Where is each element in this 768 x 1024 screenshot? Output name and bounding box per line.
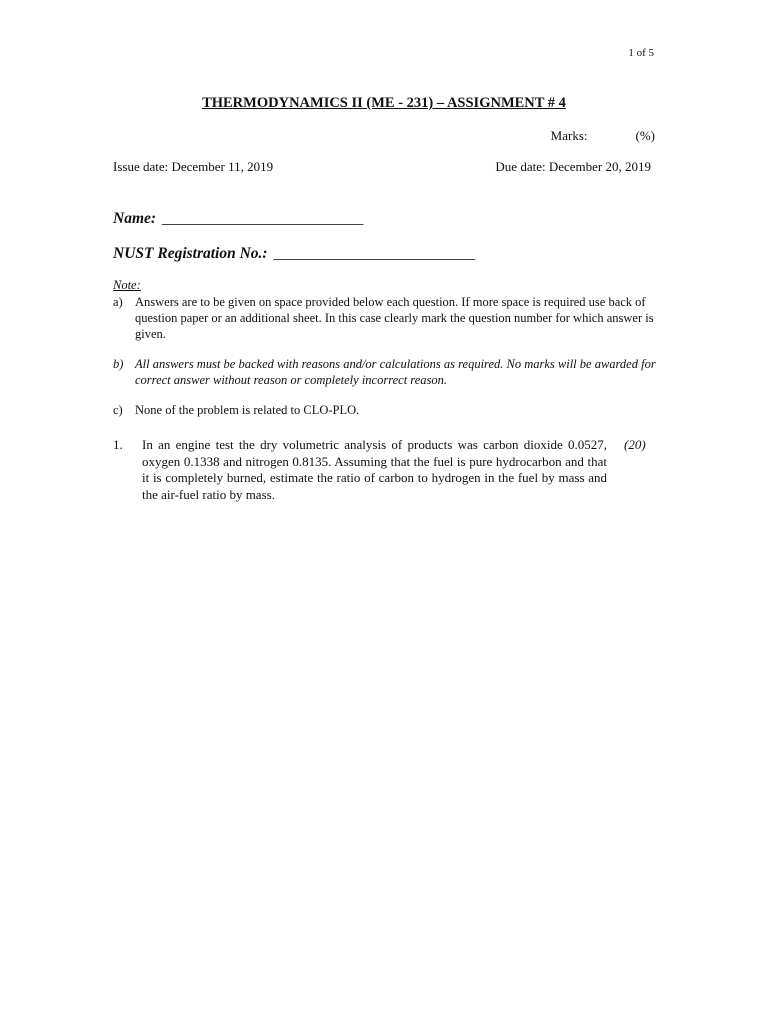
marks-row: [551, 128, 655, 144]
note-text: None of the problem is related to CLO-PLO.: [135, 403, 360, 417]
marks-label: Marks:: [550, 128, 588, 143]
note-item: [113, 402, 658, 418]
question-1: [113, 437, 658, 503]
nust-registration-label: NUST Registration No.:: [113, 245, 268, 262]
note-marker: c): [113, 403, 123, 417]
question-marks: (20): [624, 437, 646, 452]
note-text: All answers must be backed with reasons and/or calculations as required. No marks will be awarded for correct answer without reason or completely incorrect reason.: [135, 357, 656, 387]
note-item: [113, 294, 658, 342]
note-text: Answers are to be given on space provided below each question. If more space is required use back of question paper or an additional sheet. In this case clearly mark the question number for which answer is given.: [135, 295, 654, 341]
page-title: THERMODYNAMICS II (ME - 231) – ASSIGNMENT # 4: [202, 95, 566, 111]
due-date: Due date: December 20, 2019: [495, 159, 651, 174]
question-number: 1.: [113, 437, 123, 452]
marks-value: (%): [635, 128, 655, 143]
page-number: 1 of 5: [628, 47, 654, 59]
issue-date: Issue date: December 11, 2019: [113, 159, 274, 174]
nust-registration-field[interactable]: [113, 245, 475, 263]
note-label: Note:: [113, 278, 141, 292]
name-label: Name:: [113, 210, 157, 227]
note-marker: a): [113, 295, 123, 309]
note-item: [113, 356, 658, 388]
name-field[interactable]: [113, 210, 363, 228]
nust-registration-blank-line[interactable]: __________________________: [273, 245, 475, 262]
question-text: In an engine test the dry volumetric analysis of products was carbon dioxide 0.0527, oxygen 0.1338 and nitrogen 0.8135. Assuming that the fuel is pure hydrocarbon and that it is completely burned, estimate the ratio of carbon to hydrogen in the fuel by mass and the air-fuel ratio by mass.: [142, 437, 607, 502]
note-marker: b): [113, 357, 124, 371]
name-blank-line[interactable]: __________________________: [161, 210, 364, 227]
